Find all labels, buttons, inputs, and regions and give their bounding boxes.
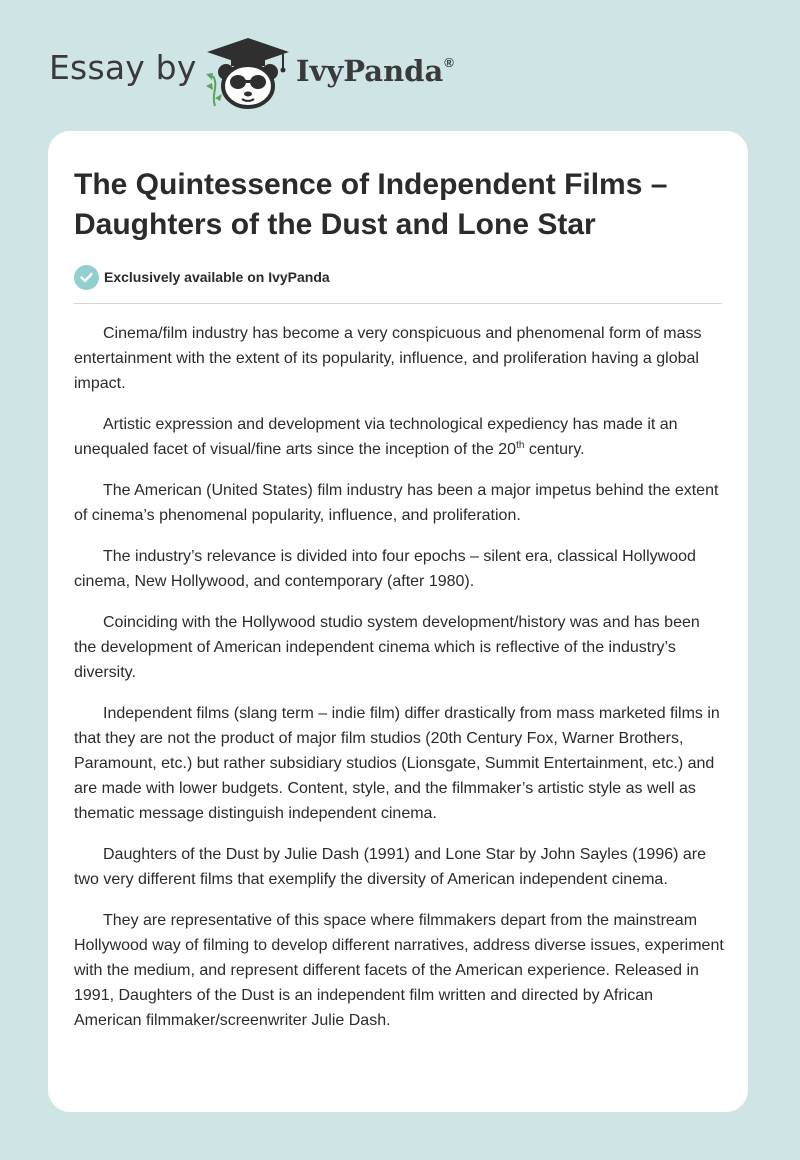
paragraph-1: Cinema/film industry has become a very conspicuous and phenomenal form of mass entertainment with the extent of its popularity, influence, and proliferation having a global impact. [74,325,702,392]
essay-card [48,131,748,1112]
paragraph-8: They are representative of this space where filmmakers depart from the mainstream Hollywood way of filming to develop different narratives, address diverse issues, experiment with the medium, and represent different facets of the American experience. Released in 1991, Daughters of the Dust is an independent film written and directed by African American filmmaker/screenwriter Julie Dash. [74,912,724,1029]
ordinal-suffix: th [516,440,525,451]
paragraph-5: Coinciding with the Hollywood studio system development/history was and has been the development of American independent cinema which is reflective of the industry’s diversity. [74,614,700,681]
brand-logo-text[interactable] [296,54,454,88]
paragraph-3: The American (United States) film industry has been a major impetus behind the extent of cinema’s phenomenal popularity, influence, and proliferation. [74,482,719,524]
paragraph-4: The industry’s relevance is divided into four epochs – silent era, classical Hollywood cinema, New Hollywood, and contemporary (after 1980). [74,548,696,590]
paragraph-2 [74,412,724,462]
essay-by-label: Essay by [49,48,197,87]
paragraph-2-tail: century. [524,441,585,458]
divider [74,303,722,304]
site-header [0,0,800,130]
registered-mark: ® [444,55,454,70]
paragraph-7: Daughters of the Dust by Julie Dash (1991) and Lone Star by John Sayles (1996) are two very different films that exemplify the diversity of American independent cinema. [74,846,707,888]
check-icon [74,265,99,290]
brand-name: IvyPanda [296,54,444,88]
exclusive-badge [74,264,330,290]
panda-graduate-icon[interactable] [201,36,295,110]
page-title: The Quintessence of Independent Films – Daughters of the Dust and Lone Star [74,168,668,241]
paragraph-2-text: Artistic expression and development via technological expediency has made it an unequaled facet of visual/fine arts since the inception of the 20 [74,416,678,458]
paragraph-6: Independent films (slang term – indie film) differ drastically from mass marketed films in that they are not the product of major film studios (20th Century Fox, Warner Brothers, Paramount, etc.) but rather subsidiary studios (Lionsgate, Summit Entertainment, etc.) and are made with lower budgets. Content, style, and the filmmaker’s artistic style as well as thematic message distinguish independent cinema. [74,705,720,822]
exclusive-badge-text: Exclusively available on IvyPanda [104,269,330,285]
essay-body [74,321,724,1049]
